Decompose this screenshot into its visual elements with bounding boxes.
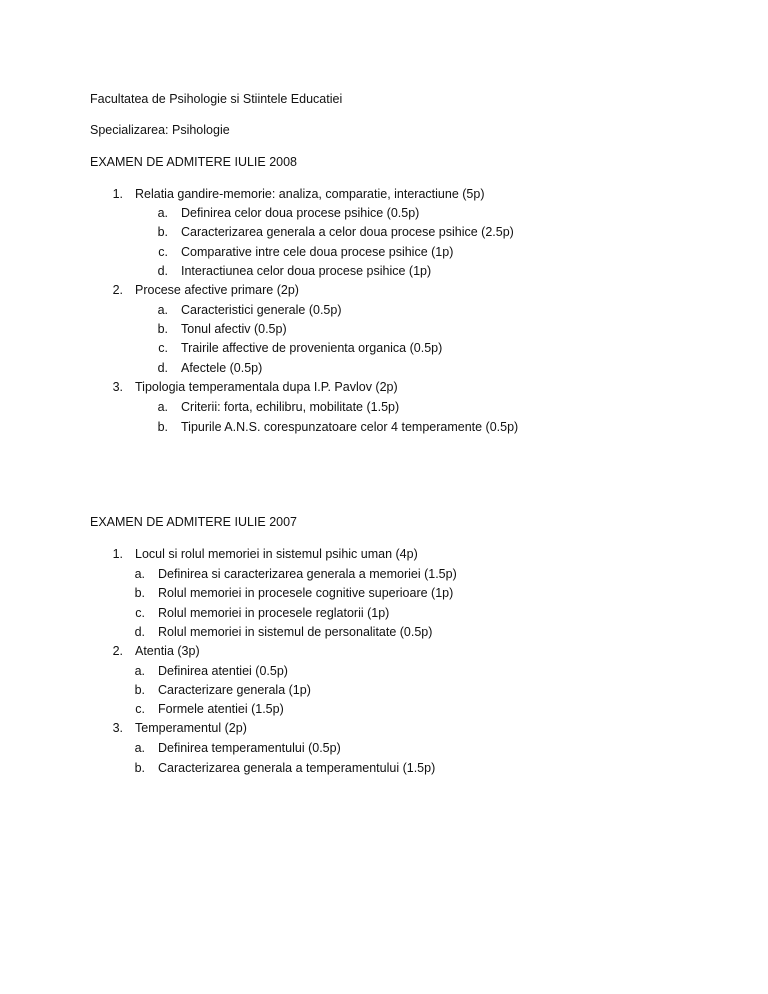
sublist-marker: a.	[157, 206, 168, 220]
list-item: Temperamentul (2p)	[135, 721, 247, 735]
sublist-marker: c.	[158, 245, 168, 259]
sublist-marker: a.	[134, 567, 145, 581]
sublist-item: Definirea temperamentului (0.5p)	[158, 741, 341, 755]
sublist-marker: b.	[134, 586, 145, 600]
sublist-item: Interactiunea celor doua procese psihice (1p)	[181, 264, 432, 278]
exam-2007-title: EXAMEN DE ADMITERE IULIE 2007	[90, 515, 298, 529]
sublist-marker: d.	[157, 264, 168, 278]
sublist-item: Caracterizare generala (1p)	[158, 683, 311, 697]
sublist-marker: c.	[135, 702, 145, 716]
sublist-item: Comparative intre cele doua procese psihice (1p)	[181, 245, 454, 259]
sublist-marker: b.	[134, 683, 145, 697]
sublist-item: Trairile affective de provenienta organica (0.5p)	[181, 341, 443, 355]
sublist-item: Rolul memoriei in procesele cognitive superioare (1p)	[158, 586, 454, 600]
sublist-marker: c.	[135, 606, 145, 620]
sublist-item: Definirea celor doua procese psihice (0.5p)	[181, 206, 420, 220]
sublist-marker: d.	[134, 625, 145, 639]
list-marker: 3.	[112, 721, 123, 735]
sublist-marker: a.	[134, 741, 145, 755]
sublist-item: Rolul memoriei in sistemul de personalitate (0.5p)	[158, 625, 433, 639]
sublist-marker: a.	[134, 664, 145, 678]
list-marker: 1.	[112, 187, 123, 201]
list-marker: 1.	[112, 547, 123, 561]
sublist-item: Caracteristici generale (0.5p)	[181, 303, 342, 317]
faculty-heading: Facultatea de Psihologie si Stiintele Educatiei	[90, 92, 343, 106]
sublist-marker: b.	[157, 420, 168, 434]
sublist-item: Caracterizarea generala a temperamentului (1.5p)	[158, 761, 436, 775]
sublist-marker: c.	[158, 341, 168, 355]
list-item: Atentia (3p)	[135, 644, 200, 658]
list-marker: 2.	[112, 283, 123, 297]
sublist-item: Formele atentiei (1.5p)	[158, 702, 284, 716]
list-item: Procese afective primare (2p)	[135, 283, 299, 297]
sublist-marker: d.	[157, 361, 168, 375]
sublist-item: Definirea atentiei (0.5p)	[158, 664, 288, 678]
sublist-item: Caracterizarea generala a celor doua procese psihice (2.5p)	[181, 225, 514, 239]
sublist-item: Tonul afectiv (0.5p)	[181, 322, 287, 336]
list-marker: 2.	[112, 644, 123, 658]
list-item: Relatia gandire-memorie: analiza, comparatie, interactiune (5p)	[135, 187, 485, 201]
list-marker: 3.	[112, 380, 123, 394]
exam-2008-title: EXAMEN DE ADMITERE IULIE 2008	[90, 155, 298, 169]
list-item: Locul si rolul memoriei in sistemul psihic uman (4p)	[135, 547, 418, 561]
sublist-item: Tipurile A.N.S. corespunzatoare celor 4 temperamente (0.5p)	[181, 420, 519, 434]
sublist-item: Afectele (0.5p)	[181, 361, 263, 375]
sublist-marker: b.	[157, 225, 168, 239]
sublist-marker: a.	[157, 400, 168, 414]
sublist-marker: a.	[157, 303, 168, 317]
sublist-marker: b.	[134, 761, 145, 775]
sublist-item: Definirea si caracterizarea generala a memoriei (1.5p)	[158, 567, 457, 581]
sublist-marker: b.	[157, 322, 168, 336]
specialization-heading: Specializarea: Psihologie	[90, 123, 230, 137]
list-item: Tipologia temperamentala dupa I.P. Pavlov (2p)	[135, 380, 398, 394]
sublist-item: Rolul memoriei in procesele reglatorii (1p)	[158, 606, 390, 620]
sublist-item: Criterii: forta, echilibru, mobilitate (1.5p)	[181, 400, 400, 414]
